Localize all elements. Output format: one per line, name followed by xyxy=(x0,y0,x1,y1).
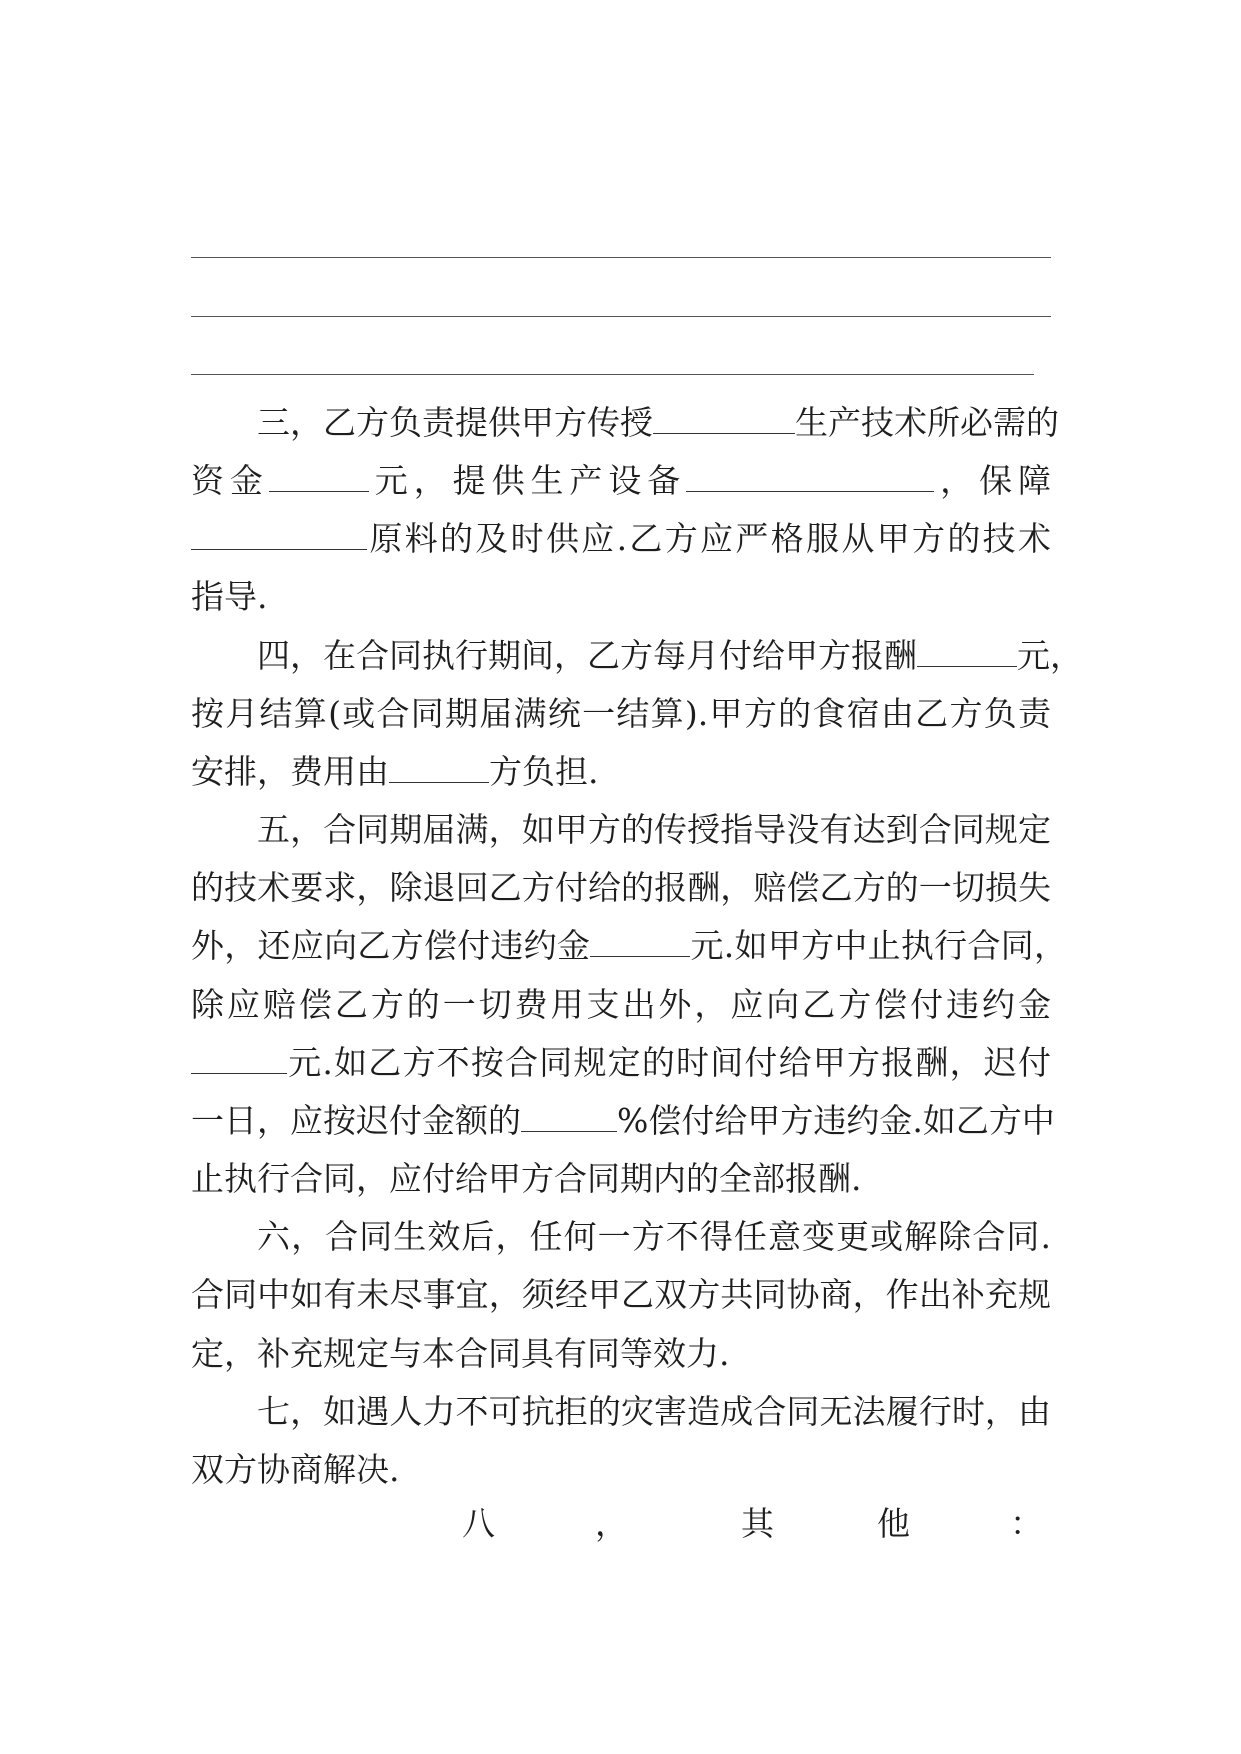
section-6-line-1: 六，合同生效后，任何一方不得任意变更或解除合同. xyxy=(257,1217,1051,1256)
section-3-line-2: 资金 元，提供生产设备 ，保障 xyxy=(191,461,1052,500)
section-3-line-1: 三，乙方负责提供甲方传授 生产技术所必需的 xyxy=(257,403,1059,442)
section-5-line-2: 的技术要求，除退回乙方付给的报酬，赔偿乙方的一切损失 xyxy=(191,868,1051,907)
blank-field xyxy=(269,465,369,492)
blank-field xyxy=(191,1047,287,1074)
blank-field xyxy=(590,930,690,957)
section-7-line-1: 七，如遇人力不可抗拒的灾害造成合同无法履行时，由 xyxy=(257,1392,1051,1431)
blank-field xyxy=(191,523,367,550)
section-4-line-1: 四，在合同执行期间，乙方每月付给甲方报酬 元， xyxy=(257,636,1083,675)
section-5-line-6: 一日，应按迟付金额的 %偿付给甲方违约金.如乙方中 xyxy=(191,1101,1055,1140)
section-6-line-3: 定，补充规定与本合同具有同等效力. xyxy=(191,1334,730,1373)
section-7-line-2: 双方协商解决. xyxy=(191,1450,400,1489)
section-4-line-3: 安排，费用由 方负担. xyxy=(191,752,599,791)
section-5-line-3: 外，还应向乙方偿付违约金 元.如甲方中止执行合同， xyxy=(191,926,1067,965)
section-4-line-2: 按月结算(或合同期届满统一结算).甲方的食宿由乙方负责 xyxy=(191,694,1051,733)
blank-field xyxy=(521,1105,617,1132)
blank-field xyxy=(917,640,1017,667)
section-5-line-1: 五，合同期届满，如甲方的传授指导没有达到合同规定 xyxy=(257,810,1051,849)
blank-field xyxy=(653,407,795,434)
blank-field xyxy=(389,756,489,783)
section-5-line-5: 元.如乙方不按合同规定的时间付给甲方报酬，迟付 xyxy=(191,1034,1051,1092)
section-6-line-2: 合同中如有未尽事宜，须经甲乙双方共同协商，作出补充规 xyxy=(191,1275,1051,1314)
blank-field xyxy=(686,465,934,492)
section-3-line-4: 指导. xyxy=(191,577,268,616)
section-8-word: 八 xyxy=(462,1504,495,1543)
blank-rule xyxy=(191,316,1051,317)
section-5-line-4: 除应赔偿乙方的一切费用支出外，应向乙方偿付违约金 xyxy=(191,985,1051,1024)
section-8-word: 他 xyxy=(877,1504,910,1543)
blank-rule xyxy=(191,257,1051,258)
section-8-word: ： xyxy=(1010,1504,1043,1543)
blank-rule xyxy=(191,374,1034,375)
section-8-word: ， xyxy=(595,1504,628,1543)
section-8-word: 其 xyxy=(741,1504,774,1543)
section-5-line-7: 止执行合同，应付给甲方合同期内的全部报酬. xyxy=(191,1159,862,1198)
section-3-line-3: 原料的及时供应.乙方应严格服从甲方的技术 xyxy=(191,510,1051,568)
